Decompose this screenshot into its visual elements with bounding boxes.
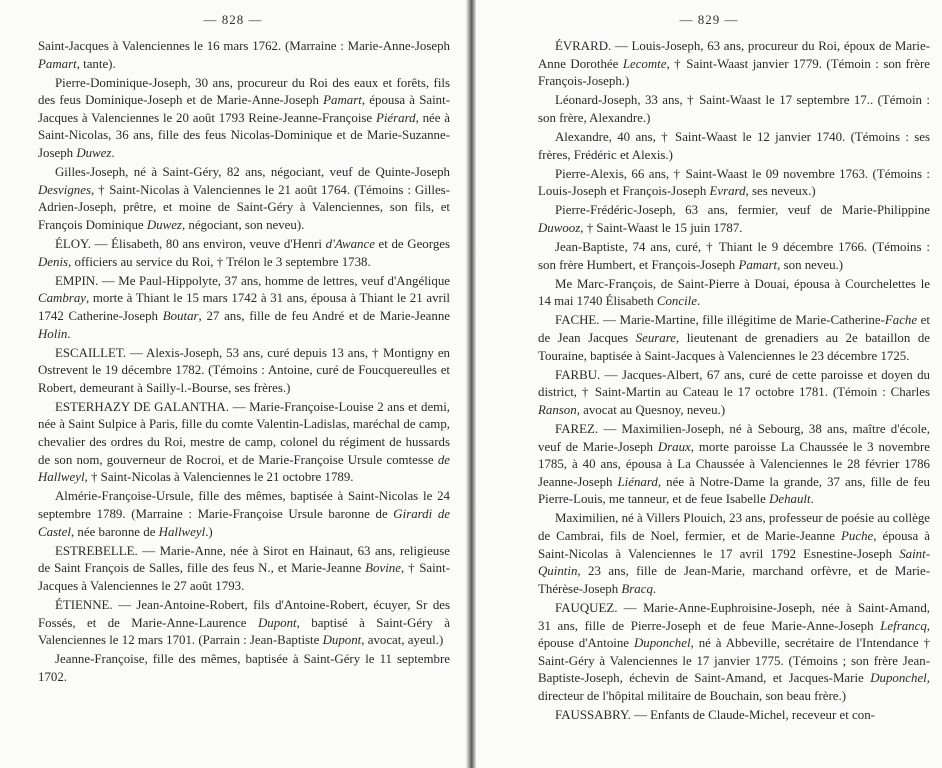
- surname-italic: de Hallweyl: [38, 452, 450, 485]
- entry-paragraph: [38, 164, 450, 234]
- entry-text: et de Georges: [374, 237, 450, 252]
- page-number: — 829 —: [679, 12, 739, 27]
- entry-text: , officiers au service du Roi, † Trélon le 3 septembre 1738.: [68, 254, 371, 269]
- surname-italic: Saint-Quintin: [538, 546, 930, 579]
- entry-paragraph: [538, 38, 930, 91]
- entry-text: — Louis-Joseph, 63 ans, procureur du Roi, époux de Marie-Anne Dorothée: [538, 39, 930, 71]
- entry-text: — Élisabeth, 80 ans environ, veuve d'Henri: [90, 237, 326, 252]
- surname-italic: Ranson: [538, 402, 577, 417]
- entry-paragraph: [38, 38, 450, 73]
- surname-italic: Denis: [38, 254, 69, 269]
- entry-text: , † Saint-Nicolas à Valenciennes le 21 août 1764. (Témoins : Gilles-Adrien-Joseph, prêtre, et moine de Saint-Géry à Valenciennes, son fils, et François Dominique: [38, 182, 450, 232]
- entry-paragraph: [538, 166, 930, 201]
- entry-text: , tante).: [76, 56, 116, 71]
- entry-text: .: [67, 326, 71, 341]
- surname-italic: Fache: [884, 313, 918, 328]
- entry-text: .: [111, 146, 115, 161]
- left-text-column: [38, 38, 450, 688]
- entry-heading: FAUSSABRY.: [555, 707, 631, 722]
- surname-italic: Concile: [656, 294, 697, 309]
- entry-heading: FAREZ.: [555, 421, 599, 436]
- surname-italic: Bracq: [621, 581, 653, 596]
- surname-italic: Holin: [38, 326, 68, 341]
- entry-text: .: [696, 294, 701, 309]
- surname-italic: Duponchel: [633, 636, 691, 651]
- entry-text: .: [652, 581, 657, 596]
- entry-paragraph: [538, 129, 930, 164]
- entry-paragraph: [38, 488, 450, 541]
- entry-text: , morte paroisse La Chaussée le 3 novembre 1785, à 40 ans, épousa à La Chaussée à Valenciennes le 28 février 1786 Jeanne-Joseph: [538, 439, 930, 489]
- entry-paragraph: [538, 421, 930, 509]
- entry-text: — Marie-Françoise-Louise 2 ans et demi, née à Saint Sulpice à Paris, fille du comte Valentin-Ladislas, maréchal de camp, chevalier des ordres du Roi, mestre de camp, colonel du régiment de hussards de son nom, gouverneur de Rocroi, et de Marie-Françoise Ursule comtesse: [38, 399, 450, 467]
- entry-paragraph: [538, 367, 930, 420]
- surname-italic: Liénard: [617, 474, 658, 489]
- entry-paragraph: [538, 276, 930, 311]
- entry-text: Almérie-Françoise-Ursule, fille des mêmes, baptisée à Saint-Nicolas le 24 septembre 1789. (Marraine : Marie-Françoise Ursule baronne de: [38, 489, 450, 521]
- entry-text: — Jacques-Albert, 67 ans, curé de cette paroisse et doyen du district, † Saint-Martin au Cateau le 17 octobre 1781. (Témoin : Charles: [538, 367, 930, 400]
- surname-italic: Duwez: [76, 146, 112, 161]
- entry-text: Gilles-Joseph, né à Saint-Géry, 82 ans, négociant, veuf de Quinte-Joseph: [55, 165, 450, 180]
- entry-paragraph: [38, 543, 450, 596]
- entry-paragraph: [38, 597, 450, 650]
- entry-paragraph: [538, 92, 930, 127]
- entry-text: , 27 ans, fille de feu André et de Marie-Jeanne: [198, 308, 451, 323]
- entry-text: , † Saint-Jacques à Valenciennes le 27 août 1793.: [38, 561, 450, 593]
- entry-text: — Enfants de Claude-Michel, receveur et con-: [630, 707, 875, 722]
- entry-text: , † Saint-Waast le 15 juin 1787.: [580, 220, 743, 235]
- entry-heading: ÉVRARD.: [555, 39, 612, 53]
- entry-heading: FAUQUEZ.: [555, 600, 618, 615]
- surname-italic: Pamart: [738, 257, 778, 272]
- entry-paragraph: [538, 707, 930, 725]
- surname-italic: Duwooz: [538, 220, 581, 235]
- book-spine-gutter: [466, 0, 476, 768]
- right-page: [476, 0, 942, 768]
- entry-text: Pierre-Alexis, 66 ans, † Saint-Waast le 09 novembre 1763. (Témoins : Louis-Joseph et François-Joseph: [538, 166, 930, 199]
- surname-italic: Desvignes: [38, 182, 91, 197]
- entry-text: — Marie-Anne-Euphroisine-Joseph, née à Saint-Amand, 31 ans, fille de Pierre-Joseph et de feue Marie-Anne-Joseph: [538, 600, 930, 633]
- entry-paragraph: [38, 273, 450, 343]
- entry-text: Pierre-Dominique-Joseph, 30 ans, procureur du Roi des eaux et forêts, fils des feus Dominique-Joseph et de Marie-Anne-Joseph: [38, 75, 450, 108]
- entry-text: , avocat, ayeul.): [361, 633, 444, 648]
- entry-text: — Alexis-Joseph, 53 ans, curé depuis 13 ans, † Montigny en Ostrevent le 19 décembre 1782. (Témoins : Antoine, curé de Foucquereulles et Robert, demeurant à Sailly-l.-Bourse, ses frères.): [38, 345, 450, 395]
- entry-text: — Maximilien-Joseph, né à Sebourg, 38 ans, maître d'école, veuf de Marie-Joseph: [538, 421, 930, 454]
- entry-paragraph: [38, 236, 450, 271]
- surname-italic: Piérard: [375, 110, 416, 125]
- entry-paragraph: [538, 510, 930, 598]
- entry-text: , directeur de l'hôpital militaire de Bouchain, son beau frère.): [538, 671, 930, 703]
- entry-paragraph: [38, 75, 450, 163]
- surname-italic: d'Awance: [325, 237, 375, 252]
- entry-text: , épousa à Saint-Nicolas à Valenciennes le 17 avril 1792 Esnestine-Joseph: [538, 529, 931, 561]
- entry-paragraph: [538, 600, 930, 706]
- entry-heading: ESTERHAZY DE GALANTHA.: [55, 399, 229, 414]
- right-text-column: [538, 38, 930, 726]
- entry-text: , son neveu.): [777, 257, 844, 272]
- surname-italic: Draux: [657, 439, 691, 454]
- entry-text: , morte à Thiant le 15 mars 1742 à 31 ans, épousa à Thiant le 21 avril 1742 Catherine-Joseph: [38, 291, 450, 323]
- surname-italic: Dehault: [769, 492, 811, 507]
- surname-italic: Duponchel: [870, 671, 927, 686]
- entry-text: , épouse d'Antoine: [538, 618, 930, 651]
- entry-paragraph: [38, 651, 450, 686]
- entry-text: — Me Paul-Hippolyte, 37 ans, homme de lettres, veuf d'Angélique: [98, 273, 450, 288]
- surname-italic: Girardi de Castel: [38, 506, 451, 539]
- surname-italic: Puche: [841, 529, 874, 544]
- entry-text: , ses neveux.): [745, 184, 816, 199]
- entry-paragraph: [38, 399, 450, 487]
- surname-italic: Pamart: [38, 56, 77, 71]
- entry-text: Saint-Jacques à Valenciennes le 16 mars 1762. (Marraine : Marie-Anne-Joseph: [38, 39, 450, 53]
- surname-italic: Cambray: [38, 291, 86, 306]
- entry-text: , épousa à Saint-Jacques à Valenciennes le 20 août 1793 Reine-Jeanne-Françoise: [38, 93, 451, 125]
- entry-heading: ÉLOY.: [55, 237, 91, 252]
- entry-text: Pierre-Frédéric-Joseph, 63 ans, fermier, veuf de Marie-Philippine: [555, 203, 930, 218]
- entry-text: , lieutenant de grenadiers au 2e bataillon de Touraine, baptisée à Saint-Jacques à Valenciennes le 23 décembre 1725.: [538, 331, 930, 363]
- entry-text: Me Marc-François, de Saint-Pierre à Douai, épousa à Courchelettes le 14 mai 1740 Élisabeth: [538, 276, 930, 309]
- entry-heading: ESCAILLET.: [55, 345, 127, 360]
- surname-italic: Boutar: [162, 308, 199, 323]
- entry-heading: FARBU.: [555, 367, 601, 382]
- entry-paragraph: [538, 312, 930, 365]
- entry-text: — Jean-Antoine-Robert, fils d'Antoine-Robert, écuyer, Sr des Fossés, et de Marie-Anne-Laurence: [38, 597, 450, 630]
- surname-italic: Hallweyl: [158, 524, 206, 539]
- entry-heading: ESTREBELLE.: [55, 543, 138, 558]
- surname-italic: Dupont: [322, 633, 362, 648]
- surname-italic: Lefrancq: [880, 618, 927, 633]
- entry-text: .): [205, 524, 213, 539]
- entry-heading: ÉTIENNE.: [55, 597, 113, 612]
- surname-italic: Seurare: [635, 331, 676, 345]
- entry-text: , née baronne de: [70, 524, 159, 539]
- entry-text: Alexandre, 40 ans, † Saint-Waast le 12 janvier 1740. (Témoins : ses frères, Frédéric et Alexis.): [538, 129, 930, 162]
- entry-heading: FACHE.: [555, 313, 600, 328]
- entry-text: , née à Saint-Nicolas, 36 ans, fille des feus Nicolas-Dominique et de Marie-Suzanne-Joseph: [38, 110, 450, 161]
- entry-text: , né à Abbeville, secrétaire de l'Intendance † Saint-Géry à Valenciennes le 17 janvier 1775. (Témoins ; son frère Jean-Baptiste-Joseph, échevin de Saint-Amand, et Jacques-Marie: [538, 636, 930, 686]
- entry-text: , † Saint-Waast janvier 1779. (Témoin : son frère François-Joseph.): [538, 56, 930, 89]
- entry-paragraph: [538, 202, 930, 237]
- entry-text: , baptisé à Saint-Géry à Valenciennes le 12 mars 1701. (Parrain : Jean-Baptiste: [38, 615, 450, 648]
- entry-paragraph: [538, 239, 930, 274]
- entry-text: , née à Notre-Dame la grande, 37 ans, fille de feu Pierre-Louis, me tanneur, et de feue Isabelle: [538, 474, 930, 507]
- entry-text: .: [810, 492, 814, 507]
- entry-text: , avocat au Quesnoy, neveu.): [576, 402, 726, 417]
- entry-text: Léonard-Joseph, 33 ans, † Saint-Waast le 17 septembre 17.. (Témoin : son frère, Alexandre.): [538, 93, 930, 125]
- entry-text: Maximilien, né à Villers Plouich, 23 ans, professeur de poésie au collège de Cambrai, fils de Noel, fermier, et de Marie-Jeanne: [538, 511, 930, 544]
- entry-text: , † Saint-Nicolas à Valenciennes le 21 octobre 1789.: [84, 470, 354, 485]
- surname-italic: Duwez: [146, 217, 182, 232]
- entry-text: , 23 ans, fille de Jean-Marie, marchand orfèvre, et de Marie-Thérèse-Joseph: [538, 564, 930, 596]
- surname-italic: Evrard: [709, 184, 746, 199]
- entry-text: — Marie-Anne, née à Sirot en Hainaut, 63 ans, religieuse de Saint François de Salles, fille des feus N., et Marie-Jeanne: [38, 543, 450, 576]
- entry-text: et de Jean Jacques: [538, 313, 930, 345]
- page-number: — 828 —: [203, 12, 263, 27]
- left-page: [0, 0, 466, 768]
- surname-italic: Pamart: [323, 93, 362, 108]
- entry-text: — Marie-Martine, fille illégitime de Marie-Catherine-: [599, 313, 885, 328]
- surname-italic: Dupont: [257, 615, 297, 630]
- surname-italic: Bovine: [365, 561, 401, 576]
- surname-italic: Lecomte: [622, 56, 667, 71]
- entry-text: Jeanne-Françoise, fille des mêmes, baptisée à Saint-Géry le 11 septembre 1702.: [38, 652, 450, 684]
- entry-text: , négociant, son neveu).: [181, 217, 305, 232]
- entry-text: Jean-Baptiste, 74 ans, curé, † Thiant le 9 décembre 1766. (Témoins : son frère Humbert, et François-Joseph: [538, 240, 930, 272]
- entry-paragraph: [38, 345, 450, 398]
- entry-heading: EMPIN.: [55, 273, 99, 288]
